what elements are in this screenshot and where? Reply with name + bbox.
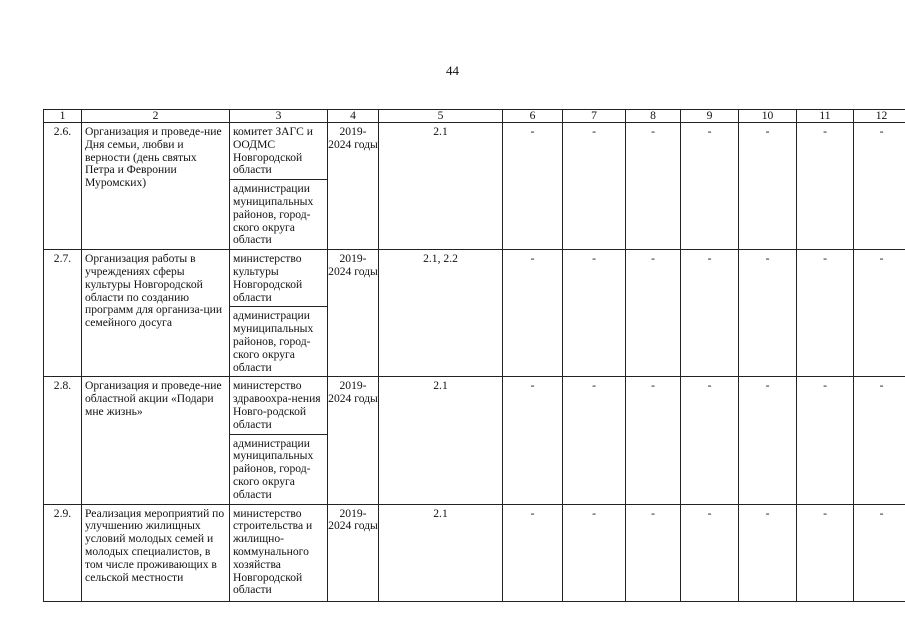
value-cell: -: [503, 377, 563, 504]
responsible-cell: [230, 504, 328, 601]
value-cell: -: [503, 250, 563, 377]
indicator-cell: 2.1, 2.2: [379, 250, 503, 377]
table-row: [44, 123, 905, 250]
row-number: 2.8.: [44, 377, 82, 504]
value-cell: -: [797, 250, 854, 377]
period-cell: 2019-2024 годы: [328, 377, 379, 504]
value-cell: -: [626, 377, 681, 504]
value-cell: -: [739, 377, 797, 504]
responsible-entry: администрации муниципальных районов, город-ского округа области: [230, 434, 327, 504]
value-cell: -: [681, 377, 739, 504]
value-cell: -: [797, 377, 854, 504]
measure-name: Организация работы в учреждениях сферы культуры Новгородской области по созданию программ для организа-ции семейного досуга: [82, 250, 230, 377]
value-cell: -: [854, 250, 905, 377]
header-cell: 12: [854, 110, 905, 123]
header-cell: 1: [44, 110, 82, 123]
measure-name: Реализация мероприятий по улучшению жилищных условий молодых семей и молодых специалистов, в том числе проживающих в сельской местности: [82, 504, 230, 601]
value-cell: -: [681, 504, 739, 601]
page-number: 44: [446, 63, 459, 78]
period-cell: 2019-2024 годы: [328, 504, 379, 601]
indicator-cell: 2.1: [379, 377, 503, 504]
responsible-entry: министерство строительства и жилищно-коммунального хозяйства Новгородской области: [233, 506, 313, 597]
row-number: 2.9.: [44, 504, 82, 601]
value-cell: -: [626, 123, 681, 250]
value-cell: -: [854, 123, 905, 250]
table-row: [44, 504, 905, 601]
value-cell: -: [563, 504, 626, 601]
value-cell: -: [563, 123, 626, 250]
value-cell: -: [503, 123, 563, 250]
row-number: 2.7.: [44, 250, 82, 377]
table-header-row: [44, 110, 905, 123]
value-cell: -: [739, 504, 797, 601]
responsible-entry: комитет ЗАГС и ООДМС Новгородской области: [233, 125, 313, 177]
value-cell: -: [503, 504, 563, 601]
value-cell: -: [854, 377, 905, 504]
value-cell: -: [681, 123, 739, 250]
value-cell: -: [854, 504, 905, 601]
value-cell: -: [797, 504, 854, 601]
header-cell: 2: [82, 110, 230, 123]
header-cell: 7: [563, 110, 626, 123]
header-cell: 8: [626, 110, 681, 123]
period-cell: 2019-2024 годы: [328, 250, 379, 377]
value-cell: -: [681, 250, 739, 377]
measure-name: Организация и проведе-ние Дня семьи, любви и верности (день святых Петра и Февронии Муромских): [82, 123, 230, 250]
header-cell: 3: [230, 110, 328, 123]
responsible-cell: [230, 123, 328, 250]
value-cell: -: [563, 377, 626, 504]
row-number: 2.6.: [44, 123, 82, 250]
responsible-entry: администрации муниципальных районов, город-ского округа области: [230, 306, 327, 376]
header-cell: 4: [328, 110, 379, 123]
value-cell: -: [626, 250, 681, 377]
header-cell: 6: [503, 110, 563, 123]
header-cell: 9: [681, 110, 739, 123]
value-cell: -: [797, 123, 854, 250]
measure-name: Организация и проведе-ние областной акции «Подари мне жизнь»: [82, 377, 230, 504]
responsible-cell: [230, 377, 328, 504]
period-cell: 2019-2024 годы: [328, 123, 379, 250]
responsible-entry: министерство культуры Новгородской области: [233, 252, 303, 304]
header-cell: 10: [739, 110, 797, 123]
header-cell: 5: [379, 110, 503, 123]
header-cell: 11: [797, 110, 854, 123]
table-row: [44, 377, 905, 504]
table-row: [44, 250, 905, 377]
value-cell: -: [739, 123, 797, 250]
value-cell: -: [739, 250, 797, 377]
indicator-cell: 2.1: [379, 123, 503, 250]
indicator-cell: 2.1: [379, 504, 503, 601]
responsible-entry: администрации муниципальных районов, город-ского округа области: [230, 179, 327, 249]
responsible-entry: министерство здравоохра-нения Новго-родской области: [233, 379, 321, 431]
measures-table: [43, 109, 905, 602]
value-cell: -: [563, 250, 626, 377]
responsible-cell: [230, 250, 328, 377]
value-cell: -: [626, 504, 681, 601]
